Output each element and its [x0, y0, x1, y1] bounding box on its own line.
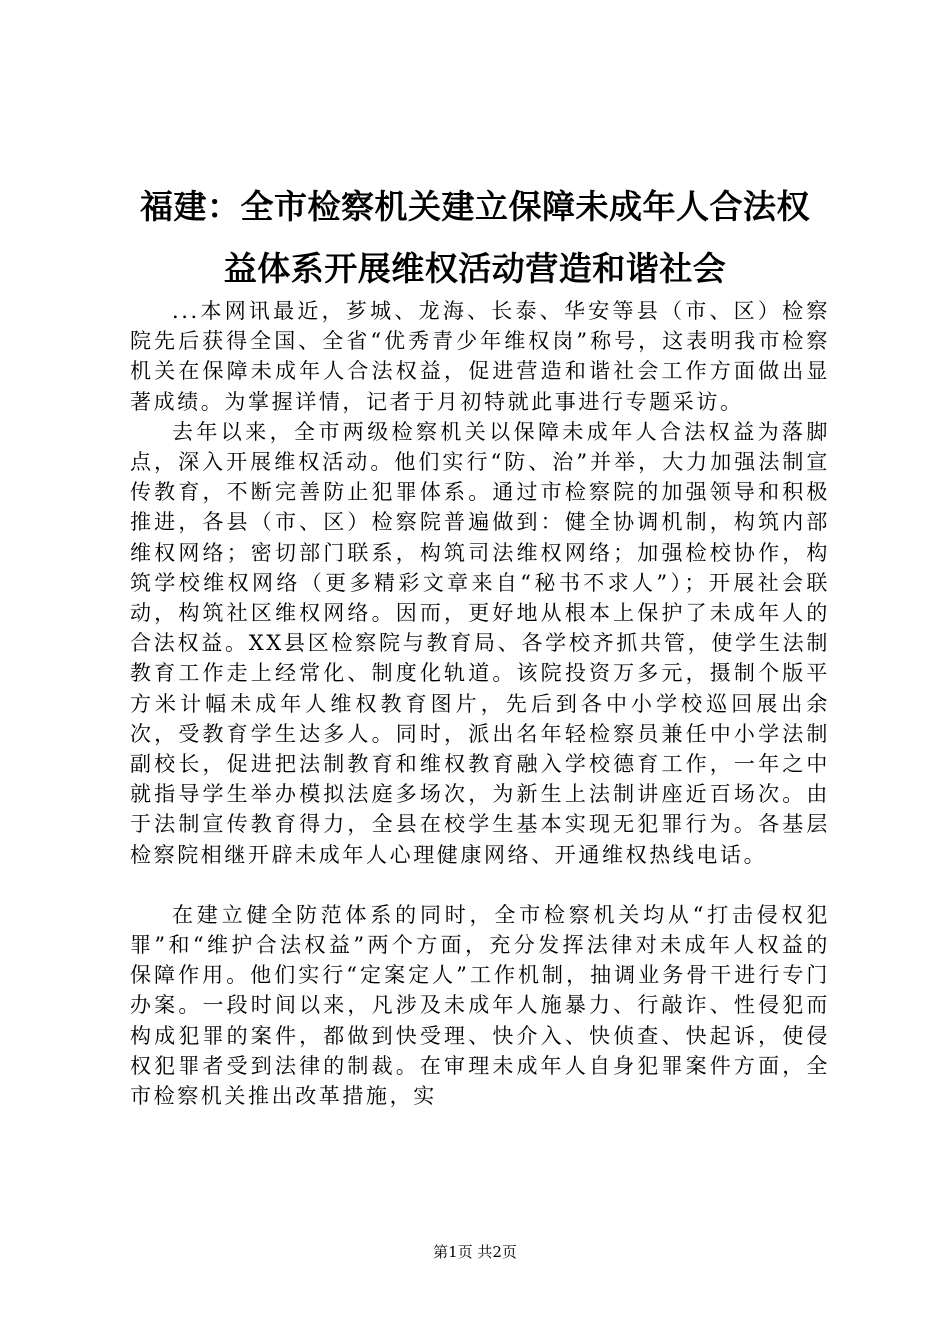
title-line-1: 福建：全市检察机关建立保障未成年人合法权 — [140, 187, 810, 226]
page-footer: 第1页 共2页 — [433, 1243, 517, 1261]
document-body — [130, 296, 830, 1111]
document-title — [120, 176, 830, 300]
paragraph-2: 去年以来，全市两级检察机关以保障未成年人合法权益为落脚点，深入开展维权活动。他们实行“防、治”并举，大力加强法制宣传教育，不断完善防止犯罪体系。通过市检察院的加强领导和积极推进，各县（市、区）检察院普遍做到：健全协调机制，构筑内部维权网络；密切部门联系，构筑司法维权网络；加强检校协作，构筑学校维权网络（更多精彩文章来自“秘书不求人”）；开展社会联动，构筑社区维权网络。因而，更好地从根本上保护了未成年人的合法权益。XX县区检察院与教育局、各学校齐抓共管，使学生法制教育工作走上经常化、制度化轨道。该院投资万多元，摄制个版平方米计幅未成年人维权教育图片，先后到各中小学校巡回展出余次，受教育学生达多人。同时，派出名年轻检察员兼任中小学法制副校长，促进把法制教育和维权教育融入学校德育工作，一年之中就指导学生举办模拟法庭多场次，为新生上法制讲座近百场次。由于法制宣传教育得力，全县在校学生基本实现无犯罪行为。各基层检察院相继开辟未成年人心理健康网络、开通维权热线电话。 — [130, 419, 831, 867]
paragraph-3: 在建立健全防范体系的同时，全市检察机关均从“打击侵权犯罪”和“维护合法权益”两个方面，充分发挥法律对未成年人权益的保障作用。他们实行“定案定人”工作机制，抽调业务骨干进行专门办案。一段时间以来，凡涉及未成年人施暴力、行敲诈、性侵犯而构成犯罪的案件，都做到快受理、快介入、快侦查、快起诉，使侵权犯罪者受到法律的制裁。在审理未成年人自身犯罪案件方面，全市检察机关推出改革措施，实 — [130, 902, 830, 1109]
title-line-2: 益体系开展维权活动营造和谐社会 — [223, 249, 727, 288]
paragraph-1: ...本网讯最近，芗城、龙海、长泰、华安等县（市、区）检察院先后获得全国、全省“优秀青少年维权岗”称号，这表明我市检察机关在保障未成年人合法权益，促进营造和谐社会工作方面做出显著成绩。为掌握详情，记者于月初特就此事进行专题采访。 — [130, 299, 830, 414]
